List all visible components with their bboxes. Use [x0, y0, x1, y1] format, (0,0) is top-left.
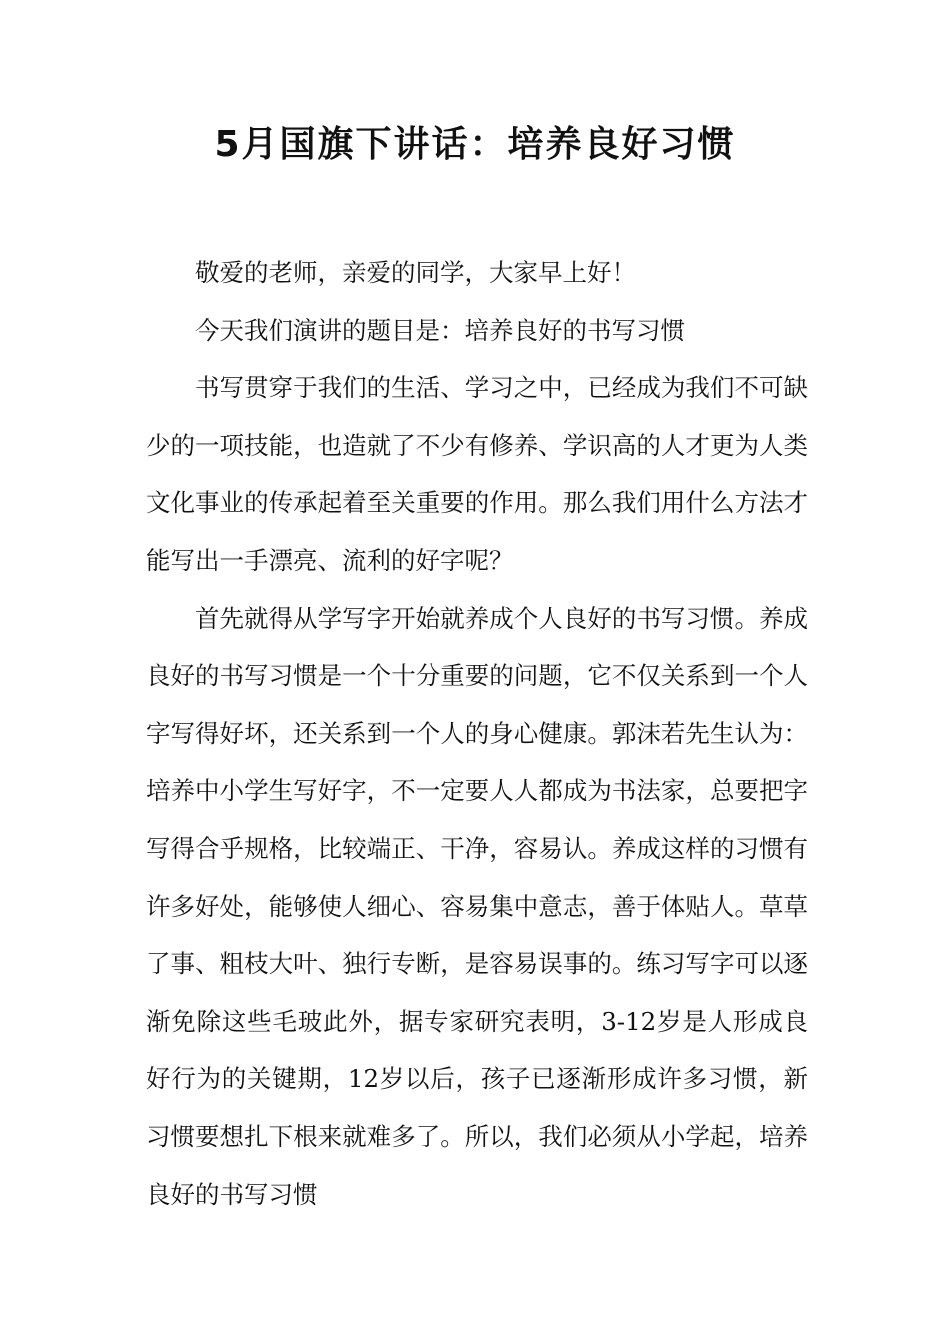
document-body — [146, 244, 808, 1223]
document-title: 5月国旗下讲话：培养良好习惯 — [214, 124, 736, 165]
paragraph-topic: 今天我们演讲的题目是：培养良好的书写习惯 — [195, 315, 685, 345]
paragraph-habits: 首先就得从学写字开始就养成个人良好的书写习惯。养成良好的书写习惯是一个十分重要的问题，它不仅关系到一个人字写得好坏，还关系到一个人的身心健康。郭沫若先生认为：培养中小学生写好字，不一定要人人都成为书法家，总要把字写得合乎规格，比较端正、干净，容易认。养成这样的习惯有许多好处，能够使人细心、容易集中意志，善于体贴人。草草了事、粗枝大叶、独行专断，是容易误事的。练习写字可以逐渐免除这些毛玻此外，据专家研究表明，3-12岁是人形成良好行为的关键期，12岁以后，孩子已逐渐形成许多习惯，新习惯要想扎下根来就难多了。所以，我们必须从小学起，培养良好的书写习惯 — [146, 603, 808, 1209]
paragraph-greeting: 敬爱的老师，亲爱的同学，大家早上好！ — [195, 258, 636, 287]
paragraph-introduction: 书写贯穿于我们的生活、学习之中，已经成为我们不可缺少的一项技能，也造就了不少有修养、学识高的人才更为人类文化事业的传承起着至关重要的作用。那么我们用什么方法才能写出一手漂亮、流利的好字呢？ — [146, 373, 808, 575]
